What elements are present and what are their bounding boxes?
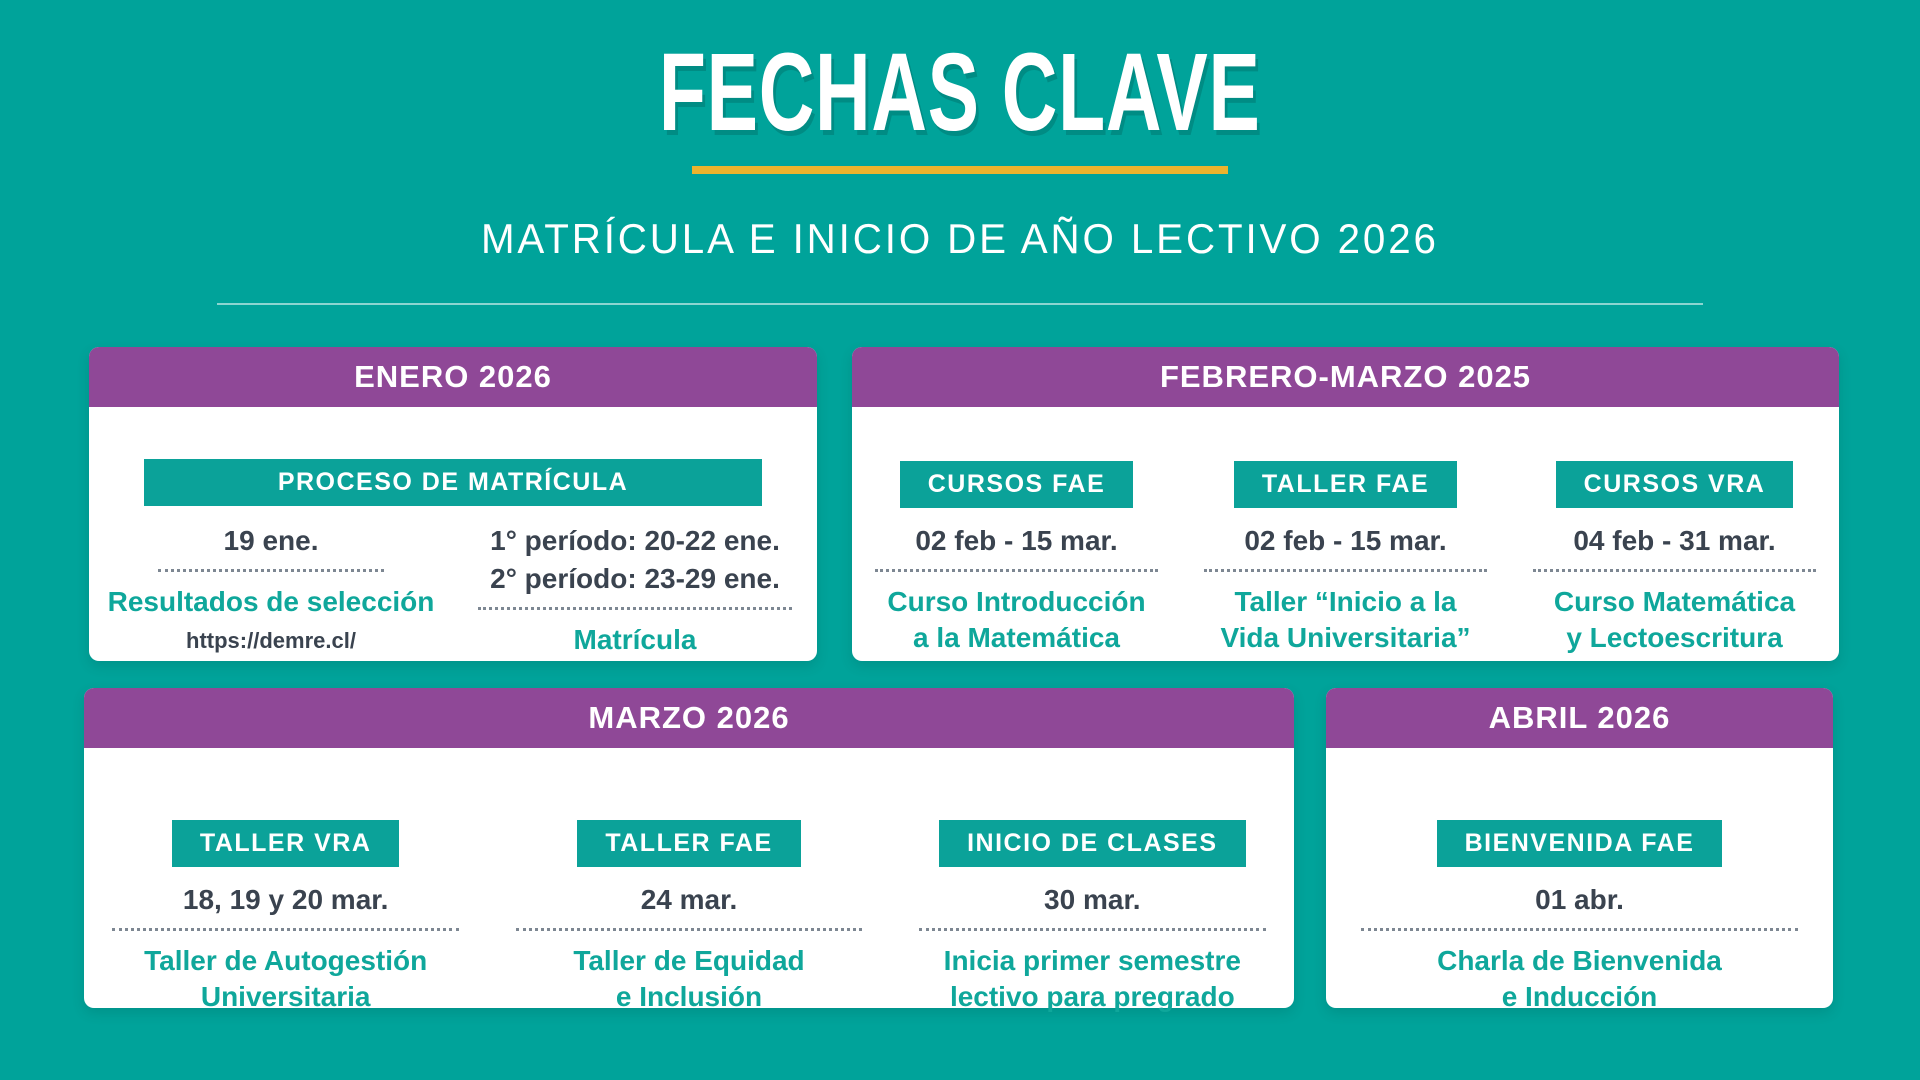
event-column-matricula bbox=[453, 508, 817, 658]
badge-taller-vra: TALLER VRA bbox=[172, 820, 399, 867]
card-enero-2026 bbox=[89, 347, 817, 661]
page-subtitle: MATRÍCULA E INICIO DE AÑO LECTIVO 2026 bbox=[481, 215, 1439, 262]
event-description-line: Charla de Bienvenida bbox=[1437, 945, 1722, 977]
dotted-divider bbox=[158, 569, 384, 572]
event-description-line: Curso Introducción bbox=[887, 586, 1146, 618]
card-body-abril bbox=[1326, 748, 1833, 1015]
card-header-enero: ENERO 2026 bbox=[89, 347, 817, 407]
badge-bienvenida-fae: BIENVENIDA FAE bbox=[1437, 820, 1723, 867]
event-description-line: e Inducción bbox=[1501, 980, 1658, 1012]
event-description bbox=[84, 943, 487, 1015]
dotted-divider bbox=[478, 607, 791, 610]
event-description-line: Matrícula bbox=[573, 624, 697, 656]
event-description bbox=[487, 943, 890, 1015]
event-column-taller-fae bbox=[1181, 461, 1510, 656]
event-description-line: a la Matemática bbox=[913, 621, 1120, 653]
card-marzo-2026 bbox=[84, 688, 1294, 1012]
page-title: FECHAS CLAVE bbox=[659, 31, 1261, 154]
card-body-febrero-marzo bbox=[852, 407, 1839, 656]
dotted-divider bbox=[516, 928, 863, 931]
enero-columns bbox=[89, 508, 817, 658]
event-description bbox=[891, 943, 1294, 1015]
event-description bbox=[852, 584, 1181, 656]
event-description-line: Universitaria bbox=[200, 980, 371, 1012]
dotted-divider bbox=[1361, 928, 1797, 931]
event-column-inicio-de-clases bbox=[891, 820, 1294, 1015]
marzo-columns bbox=[84, 820, 1294, 1015]
badge-taller-fae-marzo: TALLER FAE bbox=[577, 820, 800, 867]
card-body-marzo bbox=[84, 748, 1294, 1015]
badge-cursos-vra: CURSOS VRA bbox=[1556, 461, 1794, 508]
card-body-enero bbox=[89, 407, 817, 658]
event-column-resultados bbox=[89, 508, 453, 658]
event-date: 24 mar. bbox=[640, 884, 738, 915]
card-header-marzo: MARZO 2026 bbox=[84, 688, 1294, 748]
badge-proceso-de-matricula: PROCESO DE MATRÍCULA bbox=[144, 459, 762, 506]
event-description-line: Vida Universitaria” bbox=[1220, 621, 1471, 653]
event-url: https://demre.cl/ bbox=[186, 627, 356, 653]
dotted-divider bbox=[1204, 569, 1487, 572]
badge-taller-fae: TALLER FAE bbox=[1234, 461, 1457, 508]
event-date: 19 ene. bbox=[223, 525, 319, 556]
event-description bbox=[1181, 584, 1510, 656]
febrero-marzo-columns bbox=[852, 461, 1839, 656]
event-description-line: Taller de Autogestión bbox=[144, 945, 428, 977]
event-column-cursos-fae bbox=[852, 461, 1181, 656]
event-description bbox=[89, 584, 453, 620]
event-description bbox=[1326, 943, 1833, 1015]
event-description-line: Curso Matemática bbox=[1553, 586, 1796, 618]
event-date: 02 feb - 15 mar. bbox=[1244, 525, 1447, 556]
event-column-bienvenida-fae bbox=[1326, 820, 1833, 1015]
event-description-line: Inicia primer semestre bbox=[943, 945, 1241, 977]
event-date: 1° período: 20-22 ene. bbox=[490, 525, 780, 556]
event-date: 18, 19 y 20 mar. bbox=[182, 884, 389, 915]
card-abril-2026 bbox=[1326, 688, 1833, 1012]
event-description-line: Resultados de selección bbox=[107, 586, 435, 618]
title-underline bbox=[692, 166, 1228, 174]
dotted-divider bbox=[919, 928, 1266, 931]
event-description-line: y Lectoescritura bbox=[1566, 621, 1783, 653]
event-date: 01 abr. bbox=[1535, 884, 1624, 915]
event-column-cursos-vra bbox=[1510, 461, 1839, 656]
event-date: 30 mar. bbox=[1044, 884, 1141, 915]
abril-columns bbox=[1326, 820, 1833, 1015]
event-column-taller-fae-marzo bbox=[487, 820, 890, 1015]
dotted-divider bbox=[112, 928, 459, 931]
card-header-febrero-marzo: FEBRERO-MARZO 2025 bbox=[852, 347, 1839, 407]
dotted-divider bbox=[1533, 569, 1816, 572]
event-date: 02 feb - 15 mar. bbox=[915, 525, 1118, 556]
event-date: 04 feb - 31 mar. bbox=[1573, 525, 1776, 556]
section-divider bbox=[217, 303, 1703, 305]
event-description-line: Taller “Inicio a la bbox=[1234, 586, 1457, 618]
event-description-line: Taller de Equidad bbox=[573, 945, 805, 977]
badge-cursos-fae: CURSOS FAE bbox=[900, 461, 1134, 508]
badge-inicio-de-clases: INICIO DE CLASES bbox=[939, 820, 1245, 867]
event-description-line: e Inclusión bbox=[615, 980, 763, 1012]
event-column-taller-vra bbox=[84, 820, 487, 1015]
page-header bbox=[0, 0, 1920, 260]
event-description bbox=[453, 622, 817, 658]
card-header-abril: ABRIL 2026 bbox=[1326, 688, 1833, 748]
event-description bbox=[1510, 584, 1839, 656]
event-description-line: lectivo para pregrado bbox=[949, 980, 1235, 1012]
dotted-divider bbox=[875, 569, 1158, 572]
event-date: 2° período: 23-29 ene. bbox=[490, 563, 780, 595]
card-febrero-marzo-2025 bbox=[852, 347, 1839, 661]
